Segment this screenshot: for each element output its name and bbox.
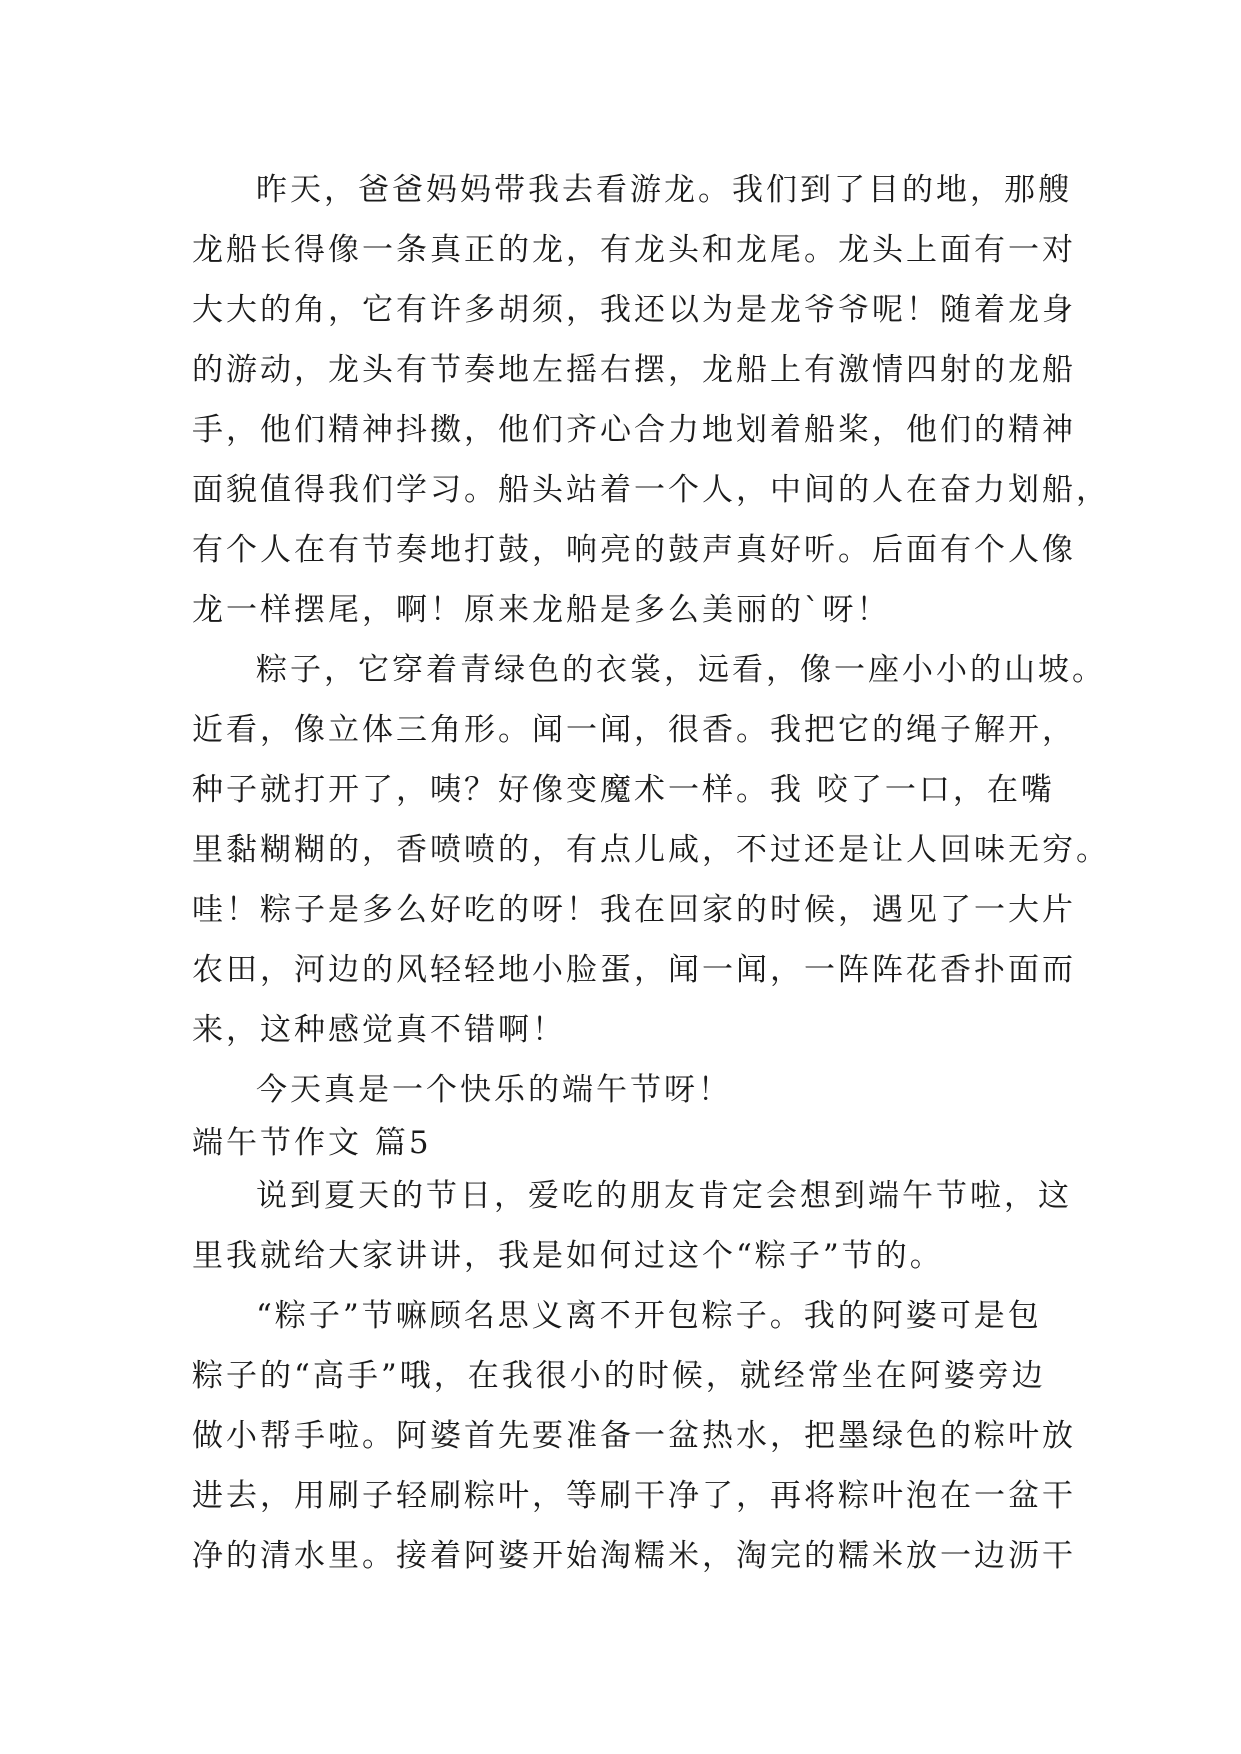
text-line: 进去，用刷子轻刷粽叶，等刷干净了，再将粽叶泡在一盆干 <box>192 1478 1076 1514</box>
text-line: 农田，河边的风轻轻地小脸蛋，闻一闻，一阵阵花香扑面而 <box>192 952 1076 988</box>
text-line: 有个人在有节奏地打鼓，响亮的鼓声真好听。后面有个人像 <box>192 532 1076 568</box>
text-line: 手，他们精神抖擞，他们齐心合力地划着船桨，他们的精神 <box>192 412 1076 448</box>
text-line: 粽子的“高手”哦，在我很小的时候，就经常坐在阿婆旁边 <box>192 1358 1046 1394</box>
section-heading: 端午节作文 篇5 <box>192 1125 432 1161</box>
text-line: 哇！粽子是多么好吃的呀！我在回家的时候，遇见了一大片 <box>192 892 1076 928</box>
text-line: 里我就给大家讲讲，我是如何过这个“粽子”节的。 <box>192 1238 944 1274</box>
text-line: 种子就打开了，咦？好像变魔术一样。我 咬了一口，在嘴 <box>192 772 1055 808</box>
text-line: 做小帮手啦。阿婆首先要准备一盆热水，把墨绿色的粽叶放 <box>192 1418 1076 1454</box>
text-line: 龙船长得像一条真正的龙，有龙头和龙尾。龙头上面有一对 <box>192 232 1076 268</box>
text-line: 近看，像立体三角形。闻一闻，很香。我把它的绳子解开， <box>192 712 1076 748</box>
text-line: 来，这种感觉真不错啊！ <box>192 1012 566 1048</box>
text-line: 净的清水里。接着阿婆开始淘糯米，淘完的糯米放一边沥干 <box>192 1538 1076 1574</box>
document-body <box>192 160 1110 1586</box>
text-line: 面貌值得我们学习。船头站着一个人，中间的人在奋力划船， <box>192 472 1110 508</box>
text-line: “粽子”节嘛顾名思义离不开包粽子。我的阿婆可是包 <box>256 1298 1042 1334</box>
text-line: 粽子，它穿着青绿色的衣裳，远看，像一座小小的山坡。 <box>256 652 1106 688</box>
text-line: 今天真是一个快乐的端午节呀！ <box>256 1072 732 1108</box>
text-line: 的游动，龙头有节奏地左摇右摆，龙船上有激情四射的龙船 <box>192 352 1076 388</box>
text-line: 昨天，爸爸妈妈带我去看游龙。我们到了目的地，那艘 <box>256 172 1072 208</box>
text-line: 里黏糊糊的，香喷喷的，有点儿咸，不过还是让人回味无穷。 <box>192 832 1110 868</box>
text-line: 龙一样摆尾，啊！原来龙船是多么美丽的`呀！ <box>192 592 891 628</box>
text-line: 说到夏天的节日，爱吃的朋友肯定会想到端午节啦，这 <box>256 1178 1072 1214</box>
text-line: 大大的角，它有许多胡须，我还以为是龙爷爷呢！随着龙身 <box>192 292 1076 328</box>
